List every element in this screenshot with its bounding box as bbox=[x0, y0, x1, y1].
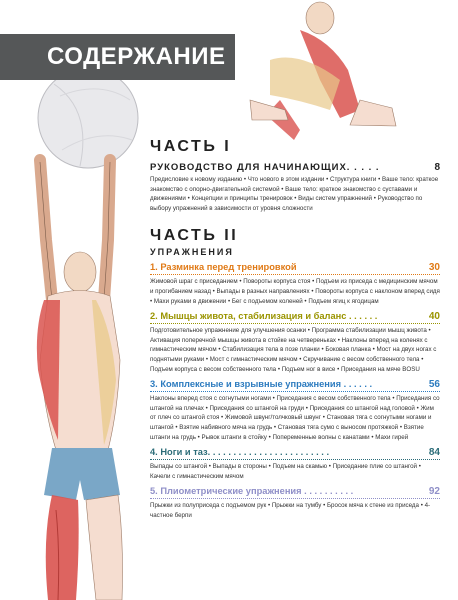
chapter-3-title: 3. Комплексные и взрывные упражнения . . . . . . bbox=[150, 379, 373, 390]
part2-title: ЧАСТЬ II bbox=[150, 227, 239, 245]
chapter-2-heading bbox=[150, 311, 440, 324]
part2-subtitle: УПРАЖНЕНИЯ bbox=[150, 247, 234, 258]
chapter-4-heading bbox=[150, 447, 440, 460]
part1-title: ЧАСТЬ I bbox=[150, 138, 232, 155]
part1-entry-title: РУКОВОДСТВО ДЛЯ НАЧИНАЮЩИХ. . . . . bbox=[150, 162, 380, 173]
chapter-2[interactable] bbox=[150, 311, 440, 374]
chapter-1-desc: Жимовой шраг с приседанием • Повороты корпуса стоя • Подъем из приседа с медицинским мячом и прогибанием назад • Выпады в разных направлениях • Повороты корпуса с наклоном вперед сидя • Махи руками в движении • Бег с подъемом коленей • Подъем ягиц к ягодицам bbox=[150, 278, 440, 305]
chapter-5[interactable] bbox=[150, 486, 440, 520]
part1-entry-desc: Предисловие к новому изданию • Что нового в этом издании • Структура книги • Ваше тело: краткое знакомство с опорно-двигательной системой • Ваше тело: краткое знакомство с суставами и движениями • Концепции и принципы тренировок • Виды систем упражнений • Руководство по выбору упражнений в зависимости от уровня сложности bbox=[150, 176, 439, 212]
chapter-4[interactable] bbox=[150, 447, 440, 481]
chapter-5-heading bbox=[150, 486, 440, 499]
table-of-contents bbox=[150, 138, 440, 520]
chapter-1-heading bbox=[150, 262, 440, 275]
chapter-3[interactable] bbox=[150, 379, 440, 442]
part1-entry[interactable] bbox=[150, 162, 440, 173]
part1-section bbox=[150, 138, 440, 213]
header-banner bbox=[0, 34, 235, 80]
chapter-3-heading bbox=[150, 379, 440, 392]
chapter-2-desc: Подготовительное упражнение для улучшения осанки • Программа стабилизации мышц живота • Активация поперечной мышцы живота в стойке на четвереньках • Наклоны вперед на коленях с гимнастическим мячом • Стабилизация тела в позе планки • Боковая планка • Мост на двух ногах с поднятыми руками • Мост с гимнастическим мячом • Скручивание с весом собственного тела • Подъем корпуса с весом собственного тела • Подъем ног в висе • Приседания на мяче BOSU bbox=[150, 327, 437, 373]
chapter-2-page: 40 bbox=[428, 311, 440, 323]
standing-figure-image bbox=[37, 160, 123, 600]
part2-section bbox=[150, 227, 440, 520]
chapter-3-page: 56 bbox=[428, 379, 440, 391]
chapter-1-title: 1. Разминка перед тренировкой bbox=[150, 262, 297, 273]
chapter-1[interactable] bbox=[150, 262, 440, 306]
chapter-2-title: 2. Мышцы живота, стабилизация и баланс . . . . . . bbox=[150, 311, 378, 322]
chapter-4-title: 4. Ноги и таз. . . . . . . . . . . . . . . . . . . . . . . . bbox=[150, 447, 330, 458]
chapter-4-desc: Выпады со штангой • Выпады в стороны • Подъем на скамью • Приседание плие со штангой • Качели с гимнастическим мячом bbox=[150, 463, 421, 480]
page-title: СОДЕРЖАНИЕ bbox=[47, 43, 226, 70]
chapter-4-page: 84 bbox=[428, 447, 440, 459]
medicine-ball-image bbox=[38, 68, 138, 168]
chapter-5-desc: Прыжки из полуприседа с подъемом рук • Прыжки на тумбу • Бросок мяча к стене из приседа • 4-частное берпи bbox=[150, 502, 431, 519]
chapter-1-page: 30 bbox=[428, 262, 440, 274]
chapter-3-desc: Наклоны вперед стоя с согнутыми ногами • Приседания с весом собственного тела • Приседания со штангой на плечах • Приседания со штангой на груди • Приседания со штангой над головой • Жим от плеч со штангой стоя • Жимовой швунг/толчковый швунг • Становая тяга с согнутыми ногами и штангой • Взятие набивного мяча на грудь • Становая тяга сумо с выносом протяжкой • Взятие штанги на грудь • Рывок штанги в стойку • Попеременные волны с канатами • Махи гирей bbox=[150, 395, 440, 441]
chapter-5-page: 92 bbox=[428, 486, 440, 498]
chapter-5-title: 5. Плиометрические упражнения . . . . . . . . . . bbox=[150, 486, 354, 497]
crouching-figure-image bbox=[250, 2, 396, 140]
part1-entry-page: 8 bbox=[434, 162, 440, 173]
